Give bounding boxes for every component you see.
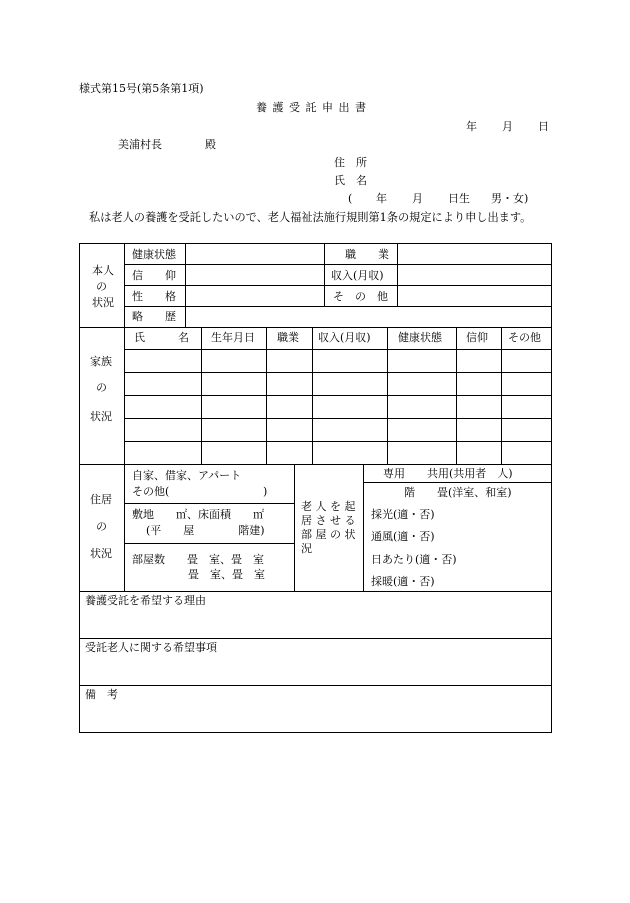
address-label: 住 所 [334, 156, 367, 169]
floors-line: (平 屋 階建) [146, 524, 265, 537]
sunlight-line: 日あたり(適・否) [371, 553, 457, 566]
housing-section-line2: の [96, 520, 107, 533]
tatami-line: 階 畳(洋室、和室) [404, 486, 512, 499]
room-label-line2: 居 さ せ る [301, 514, 356, 527]
heating-line: 採暖(適・否) [371, 575, 435, 588]
other-housing-close: ) [263, 485, 268, 498]
gender-label: 男・女) [491, 192, 529, 205]
remarks-label: 備 考 [85, 688, 118, 701]
family-col-income: 収入(月収) [318, 331, 371, 344]
other-housing-line: その他( [132, 485, 170, 498]
income-label: 収入(月収) [331, 269, 384, 282]
land-area-line: 敷地 ㎡、床面積 ㎡ [132, 508, 264, 521]
family-section-line3: 状況 [90, 410, 112, 423]
birth-month-label: 月 [412, 192, 423, 205]
family-section-line1: 家族 [90, 355, 112, 368]
family-col-name: 氏 名 [134, 331, 189, 344]
wish-label: 受託老人に関する希望事項 [85, 641, 217, 654]
date-month-label: 月 [502, 120, 513, 133]
reason-label: 養護受託を希望する理由 [85, 594, 206, 607]
family-section-line2: の [96, 381, 107, 394]
other-label: そ の 他 [333, 290, 388, 303]
housing-section-line3: 状況 [90, 547, 112, 560]
health-label: 健康状態 [132, 248, 176, 261]
character-label: 性 格 [132, 290, 176, 303]
birth-day-label: 日生 [448, 192, 470, 205]
family-col-other: その他 [508, 331, 541, 344]
room-label-line4: 況 [301, 542, 312, 555]
birth-year-label: 年 [376, 192, 387, 205]
room-label-line3: 部 屋 の 状 [301, 528, 356, 541]
occupation-label: 職 業 [345, 248, 389, 261]
family-col-health: 健康状態 [398, 331, 442, 344]
housing-section-line1: 住居 [90, 493, 112, 506]
honorific: 殿 [205, 138, 216, 151]
birth-open: ( [348, 192, 353, 205]
history-label: 略 歴 [132, 310, 176, 323]
statement: 私は老人の養護を受託したいので、老人福祉法施行規則第1条の規定により申し出ます。 [89, 211, 532, 224]
rooms-line2: 畳 室、畳 室 [188, 568, 265, 581]
date-year-label: 年 [466, 120, 477, 133]
form-number: 様式第15号(第5条第1項) [79, 82, 204, 95]
family-col-occupation: 職業 [277, 331, 299, 344]
rooms-line1: 部屋数 畳 室、畳 室 [132, 553, 264, 566]
family-col-faith: 信仰 [466, 331, 488, 344]
page-title: 養 護 受 託 申 出 書 [256, 101, 367, 114]
lighting-line: 採光(適・否) [371, 508, 435, 521]
room-label-line1: 老 人 を 起 [301, 500, 356, 513]
self-section-line2: の [96, 280, 107, 293]
family-col-birthdate: 生年月日 [211, 331, 255, 344]
self-section-line1: 本人 [92, 264, 114, 277]
date-day-label: 日 [538, 120, 549, 133]
name-label: 氏 名 [334, 174, 367, 187]
ventilation-line: 通風(適・否) [371, 530, 435, 543]
addressee: 美浦村長 [118, 138, 162, 151]
faith-label: 信 仰 [132, 269, 176, 282]
self-section-line3: 状況 [92, 296, 114, 309]
exclusive-shared-line: 専用 共用(共用者 人) [383, 467, 513, 480]
own-rent-line: 自家、借家、アパート [132, 469, 242, 482]
